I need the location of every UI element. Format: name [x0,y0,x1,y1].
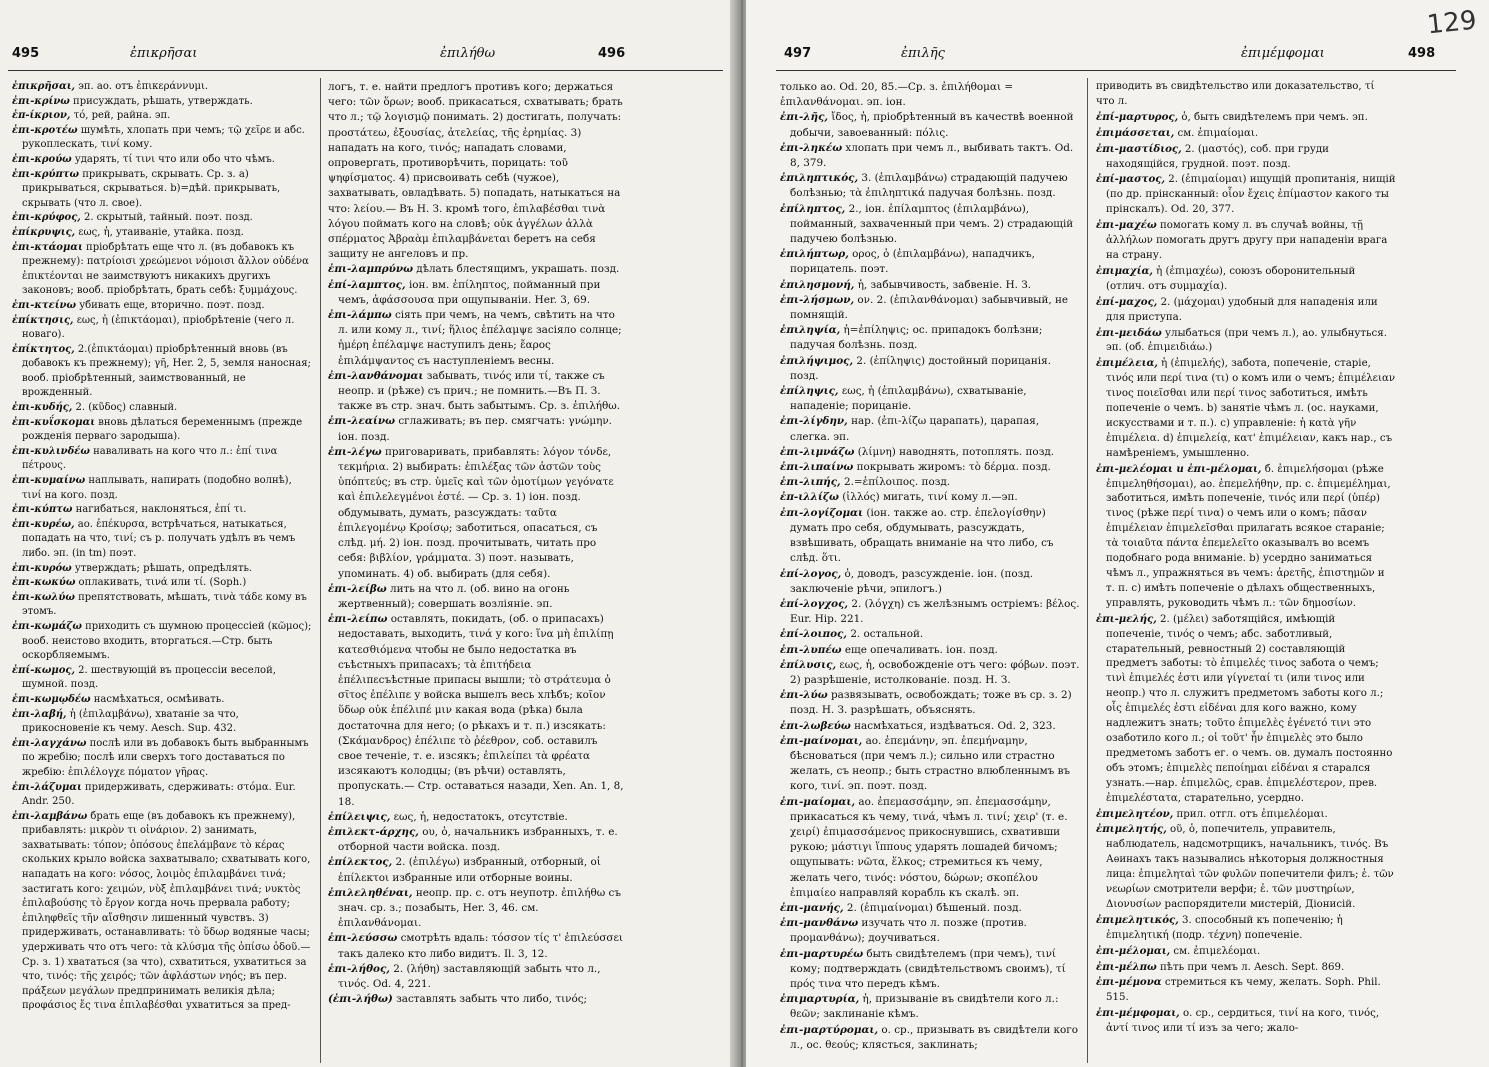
dictionary-entry [780,141,1080,171]
column-rule [320,78,321,1063]
entry-headword: ἐπί-κωμος, [12,664,75,676]
dictionary-entry [780,916,1080,946]
entry-definition: нар. (ἐπι-λίζω царапать), царапая, слегка. эп. [790,415,1040,443]
dictionary-entry [12,562,314,577]
entry-definition: (ἰλλός) мигать, τινί кому л.—эп. [842,491,1018,504]
dictionary-entry [780,506,1080,567]
dictionary-entry [780,643,1080,658]
dictionary-entry [780,658,1080,688]
entry-definition: прикрывать, скрывать. Ср. з. а) прикрываться, скрываться. b)=дѣй. прикрывать, скрывать (что л. свое). [22,168,281,209]
entry-headword: ἐπι-κρύπτω [12,168,80,180]
entry-definition: приводить въ свидѣтельство или доказательство, τί что л. [1096,81,1375,107]
dictionary-entry [328,262,624,277]
entry-definition: εως, ἡ (ἐπικτάομαι), пріобрѣтеніе (чего л. новаго). [22,314,295,341]
dictionary-entry [328,810,624,825]
dictionary-entry [780,354,1080,384]
entry-definition: логъ, т. е. найти предлогъ противъ кого; держаться чего: τῶν ὅρων; вооб. прикасаться, схватывать; брать что л.; τῷ λογισμῷ понимать. 2) достигать, получать: προστάτεω, ἐξουσίας, ἀτελείας, τῆς ἐρημίας. 3) нападать на кого, τινός; нападать словами, опровергать, противорѣчить, порицать: τοῦ ψηφίσματος. 4) присвоивать себѣ (чужое), захватывать, овладѣвать. 5) попадать, натыкаться на что: λείου.— Въ Н. З. кромѣ того, ἐπιλαβέσθαι τινὰ λόγου поймать кого на словѣ; οὐκ ἀγγέλων ἀλλὰ σπέρματος Ἀβραὰμ ἐπιλαμβάνεται беретъ на себя защиту не ангеловъ и пр. [328,81,623,261]
dictionary-entry [12,109,314,124]
entry-headword: ἐπιλησμονή, [780,278,855,291]
dictionary-entry [12,576,314,591]
handwritten-page-mark: 129 [1425,5,1479,41]
dictionary-entry [328,931,624,961]
dictionary-entry [12,620,314,664]
entry-headword: ἐπι-λάμπω [328,309,392,322]
entry-definition: б. ἐπιμελήσομαι (рѣже ἐπιμεληθήσομαι), ао. ἐπεμελήθην, пр. с. ἐπιμεμέλημαι, заботиться, имѣть попеченіе, τινός или περί (ὑπέρ) τινος (рѣже περί τινα) о чемъ или о комъ; πᾶσαν ἐπιμέλειαν ἐπιμελεῖσθαι прилагать всякое стараніе; τὰ τοιαῦτα πάντα ἐπεμελεῖτο оказывалъ во всемъ подобнаго рода вниманіе. b) усердно заниматься чѣмъ л., упражняться въ чемъ: ἀρετῆς, ἐπιστημῶν и т. п. c) имѣть попеченіе о дѣлахъ общественныхъ, управлять, руководить чѣмъ л.: τῶν δημοσίων. [1106,463,1391,609]
dictionary-entry [12,211,314,226]
entry-headword: ἐπι-κυλινδέω [12,445,90,457]
entry-definition: наплывать, напирать (подобно волнѣ), τινί на кого. позд. [22,475,292,501]
entry-headword: ἐπί-μαστος, [1096,173,1166,186]
dictionary-entry [1096,960,1396,976]
entry-headword: ἐπί-λογος, [780,567,842,580]
dictionary-entry [12,80,314,95]
dictionary-entry [328,278,624,308]
dictionary-entry [780,110,1080,140]
entry-definition: покрывать жиромъ: τὸ δέρμα. позд. [856,461,1051,474]
entry-definition: о. ср., призывать въ свидѣтели кого л., ос. θεούς; клясться, заклинать; [790,1023,1079,1051]
entry-definition: 2. (ἐπίληψις) достойный порицанія. позд. [790,354,1051,382]
dictionary-entry [12,299,314,314]
entry-definition: ὁ, доводъ, разсужденіе. іон. (позд. заключеніе рѣчи, эпилогъ.) [790,567,1034,595]
entry-headword: ἐπίληπτος, [780,202,846,215]
dictionary-entry [780,247,1080,277]
dictionary-entry [328,414,624,444]
entry-definition: прил. отгл. отъ ἐπιμελέομαι. [1176,808,1328,820]
dictionary-entry [1096,142,1396,173]
dictionary-entry [12,241,314,299]
entry-headword: ἐπι-μαχέω [1096,219,1157,232]
dictionary-entry [1096,975,1396,1006]
entry-definition: см. ἐπιμελέομαι. [1173,945,1261,957]
dictionary-entry [1096,80,1396,110]
entry-definition: насмѣхаться, издѣваться. Od. 2, 323. [854,719,1056,732]
dictionary-entry [12,474,314,503]
entry-headword: ἐπιμαρτυρία, [780,993,860,1006]
dictionary-entry [780,901,1080,916]
page-number-496: 496 [598,46,626,61]
entry-definition: ον. 2. (ἐπιλανθάνομαι) забывчивый, не помнящій. [790,293,1069,322]
entry-definition: 2. (μάχομαι) удобный для нападенія или для приступа. [1106,296,1378,323]
entry-definition: придерживать, сдерживать: στόμα. Eur. Andr. 250. [22,781,296,808]
dictionary-entry [780,992,1080,1022]
dictionary-entry [12,591,314,620]
dictionary-entry [780,947,1080,993]
entry-definition: ἡ, призываніе въ свидѣтели кого л.: θεῶν; заклинаніе кѣмъ. [790,993,1059,1021]
dictionary-entry [12,737,314,781]
entry-definition: εως, ἡ, утаиваніе, утайка. позд. [78,226,244,238]
dictionary-entry [780,278,1080,293]
dictionary-entry [1096,807,1396,823]
header-rule [8,70,723,71]
entry-headword: ἐπι-μελέομαι и ἐπι-μέλομαι, [1096,462,1262,475]
entry-definition: 2. шествующій въ процессіи веселой, шумной. позд. [22,664,276,691]
entry-headword: ἐπι-κτείνω [12,299,76,311]
entry-definition: приговаривать, прибавлять: λόγον τόνδε, τεκμήρια. 2) выбирать: ἐπιλέξας τῶν ἀστῶν τοὺς ὑπόπτεύς; въ стр. ὑμεῖς καὶ τῶν ὁμοτίμων γεγόνατε καὶ ἐπιλελεγμένοι ἐστέ. — Ср. з. 1) іон. позд. обдумывать, думать, разсуждать: ταῦτα ἐπιλεγομένῳ Κροίσῳ; заботиться, опасаться, съ слѣд. μή. 2) іон. позд. прочитывать, читать про себя: βιβλίον, γράμματα. 3) поэт. называть, упоминать. 4) об. выбирать (для себя). [338,445,614,580]
entry-definition: послѣ или въ добавокъ быть выбраннымъ по жребію; послѣ или сверхъ того доставаться по жребію: ἐπιλέλογχε πόματον γῆρας. [22,737,309,778]
entry-definition: 2. (ἐπιμαίνομαι) бѣшеный. позд. [846,901,1022,914]
entry-headword: ἐπιμαχία, [1096,264,1153,277]
entry-definition: ао. ἐπεμάνην, эп. ἐπεμήναμην, бѣсноваться (при чемъ л.); сильно или страстно желать, съ неопр.; быть страстно влюбленнымъ въ кого, τινί. эп. поэт. позд. [790,734,1071,793]
entry-headword: ἐπι-μειδάω [1096,326,1162,339]
entry-headword: ἐπί-μαρτυρος, [1096,110,1179,123]
entry-definition: 3. (ἐπιλαμβάνω) страдающій падучею болѣзнью; τὰ ἐπιληπτικά падучая болѣзнь. позд. [790,172,1068,200]
entry-headword: ἐπικρῆσαι, [12,81,76,92]
entry-headword: ἐπιμελητέον, [1096,807,1174,820]
dictionary-entry [12,168,314,212]
entry-headword: ἐπι-μέμφομαι, [1096,1007,1180,1020]
entry-definition: шумѣть, хлопать при чемъ; τῷ χεῖρε и абс. рукоплескать, τινί кому. [22,124,305,151]
dictionary-entry [780,719,1080,734]
header-rule [776,70,1456,71]
dictionary-entry [328,612,624,810]
entry-definition: нагибаться, наклоняться, ἐπί τι. [75,504,247,516]
entry-definition: еще опечаливать. іон. позд. [844,643,998,656]
entry-definition: 2. остальной. [850,628,924,641]
entry-headword: ἐπιλήψιμος, [780,354,854,367]
dictionary-entry [12,664,314,693]
entry-headword: ἐπι-μαρτυρέω [780,947,864,960]
dictionary-entry [1096,612,1396,807]
entry-headword: ἐπι-λεύσσω [328,932,398,945]
entry-headword: ἐπιλεκτ-άρχης, [328,825,419,838]
dictionary-entry [1096,110,1396,126]
entry-definition: о. ср., сердиться, τινί на кого, τινός, ἀντί τινος или τί изъ за чего; жало- [1106,1008,1380,1035]
entry-headword: ἐπι-λάζυμαι [12,781,82,793]
entry-headword: ἐπι-λείβω [328,582,387,595]
dictionary-entry [780,460,1080,475]
dictionary-entry [1096,462,1396,612]
entry-headword: ἐπι-κυδής, [12,402,73,414]
dictionary-entry [12,314,314,343]
running-head-right: ἐπιλήθω [440,46,496,61]
entry-headword: ἐπι-λογίζομαι [780,506,864,519]
entry-definition: ударять, τί τινι что или обо что чѣмъ. [74,153,275,165]
entry-headword: ἐπι-λήσμων, [780,293,855,306]
entry-headword: ἐπι-λανθάνομαι [328,369,424,382]
entry-headword: ἐπι-λεαίνω [328,415,395,428]
entry-definition: (λίμνη) наводнять, потоплять. позд. [857,445,1055,458]
dictionary-entry [1096,822,1396,912]
entry-headword: ἐπι-ληκέω [780,141,843,154]
dictionary-entry [780,1023,1080,1053]
entry-headword: (ἐπι-λήθω) [328,993,393,1006]
entry-headword: ἐπίκτησις, [12,314,74,326]
entry-headword: ἐπι-λείπω [328,613,388,626]
dictionary-entry [1096,944,1396,960]
entry-definition: 2. (λήθη) заставляющій забыть что л., τινός. Od. 4, 221. [338,962,601,990]
dictionary-entry [780,597,1080,627]
entry-headword: ἐπι-λαβή, [12,708,67,720]
dictionary-entry [1096,218,1396,264]
entry-headword: ἐπι-κυμαίνω [12,475,86,487]
entry-definition: ао. ἐπέκυρσα, встрѣчаться, натыкаться, попадать на что, τινί; съ р. получать удѣлъ въ чемъ либо. эп. (in tm) поэт. [22,518,296,559]
entry-definition: наваливать на кого что л.: ἐπί τινα πέτρους. [22,445,278,472]
dictionary-entry [328,855,624,885]
entry-definition: ἡ=ἐπίληψις; ос. припадокъ болѣзни; падучая болѣзнь. позд. [790,324,1043,352]
entry-headword: ἐπι-μανής, [780,901,844,914]
dictionary-entry [1096,326,1396,357]
entry-headword: ἐπι-κωμῳδέω [12,693,91,705]
dictionary-entry [780,688,1080,718]
entry-headword: ἐπίλυσις, [780,658,837,671]
entry-definition: брать еще (въ добавокъ къ прежнему), прибавлять: μικρὸν τι οἰνάριον. 2) занимать, захватывать: τόπον; ὁπόσους ἐπελάμβανε τὸ κέρας скольких крыло войска захватывало; схватывать кого, нападать на кого: νόσος, λοιμὸς ἐπιλαμβάνει τινά; застигать кого: χειμών, νὺξ ἐπιλαμβάνει τινά; νυκτὸς ἐπιλαβούσης τὸ ἔργον когда ночь прервала работу; ἐπιληφθεῖς τῆν αἴσθησιν лишенный чувствъ. 3) придерживать, останавливать: τὸ ὕδωρ водяные часы; удерживать что отъ чего: τὰ κλύσμα τῆς ὀπίσω ὁδοῦ.—Ср. з. 1) хвататься (за что), схватиться, ухватиться за что, τινός: τῆς χειρός; τῶν ἀφλάστων νηός; въ пер. πράξεων μεγάλων предпринимать великія дѣла; προφάσιος ἔς τινα ἐπιλαβέσθαι ухватиться за пред- [22,810,311,1012]
dictionary-entry [12,343,314,401]
dictionary-entry [12,401,314,416]
entry-headword: ἐπι-μαίομαι, [780,795,856,808]
dictionary-entry [1096,172,1396,218]
entry-headword: ἐπι-λέγω [328,445,382,458]
entry-definition: оплакивать, τινά или τί. (Soph.) [78,577,247,589]
dictionary-entry [1096,1006,1396,1037]
dictionary-entry [1096,356,1396,461]
entry-headword: ἐπι-λίγδην, [780,415,848,428]
dictionary-entry [780,171,1080,201]
dictionary-entry [1096,126,1396,142]
dictionary-entry [12,416,314,445]
entry-definition: іон. вм. ἐπίληπτος, пойманный при чемъ, ἀφάσσουσα при ощупываніи. Her. 3, 69. [338,278,601,306]
entry-definition: сглаживать; въ пер. смягчать: γνώμην. іон. позд. [338,415,612,443]
dictionary-entry [328,369,624,415]
entry-definition: 2. (λόγχη) съ желѣзнымъ остріемъ: βέλος. Eur. Hip. 221. [790,597,1080,626]
entry-headword: ἐπι-μανθάνω [780,917,859,930]
dictionary-entry [780,475,1080,490]
right-page-column-1 [780,80,1080,1053]
entry-headword: ἐπι-μαρτύρομαι, [780,1023,879,1036]
entry-headword: ἐπι-κρύφος, [12,212,81,224]
entry-definition: ἴδος, ἡ, пріобрѣтенный въ качествѣ военной добычи, завоеванный: πόλις. [790,111,1074,139]
entry-definition: 2.=ἐπίλοιπος. позд. [844,476,951,489]
entry-headword: ἐπι-κύπτω [12,504,73,516]
entry-definition: забывать, τινός или τί, также съ неопр. и (рѣже) съ прич.; не помнить.—Въ П. З. также въ стр. знач. быть забытымъ. Ср. з. ἐπιλήθω. [338,369,621,413]
entry-headword: ἐπίκτητος, [12,343,75,355]
entry-definition: 2. (μαστός), соб. при груди находящійся, грудной. поэт. позд. [1106,143,1329,170]
entry-headword: ἐπι-κυΐσκομαι [12,416,96,428]
entry-headword: ἐπ-ιλλίζω [780,491,839,504]
entry-definition: см. ἐπιμαίομαι. [1177,127,1259,139]
entry-definition: 3. способный къ попеченію; ἡ ἐπιμελητική (подр. τέχνη) попеченіе. [1106,914,1343,941]
dictionary-entry [780,734,1080,795]
dictionary-entry [780,202,1080,248]
entry-definition: εως, ἡ, недостатокъ, отсутствіе. [393,810,568,823]
entry-headword: ἐπιμελητής, [1096,823,1167,836]
entry-headword: ἐπι-κροτέω [12,124,78,136]
entry-headword: ἐπιληπτικός, [780,172,859,185]
dictionary-entry [1096,295,1396,326]
entry-definition: (іон. также ао. стр. ἐπελογίσθην) думать про себя, обдумывать, разсуждать, взвѣшивать, обращать вниманіе на что либо, съ слѣд. ὅτι. [790,506,1054,565]
page-number-495: 495 [12,46,40,61]
entry-headword: ἐπίκρυψις, [12,226,76,238]
entry-definition: утверждать; рѣшать, опредѣлять. [74,562,253,574]
dictionary-entry [12,693,314,708]
running-head-right: ἐπιμέμφομαι [1241,46,1325,61]
entry-definition: 2. (ἐπιλέγω) избранный, отборный, οἱ ἐπίλεκτοι избранные или отборные воины. [338,856,601,884]
dictionary-entry [780,627,1080,642]
entry-headword: ἐπι-κυρόω [12,562,72,574]
entry-headword: ἐπιμελητικός, [1096,913,1179,926]
entry-definition: 2. (μέλει) заботящійся, имѣющій попеченіе, τινός о чемъ; абс. заботливый, старательный, ревностный 2) составляющій предметъ заботы: τὸ ἐπιμελές τινος забота о чемъ; τινὶ ἐπιμελές ἐστι или γίγνεταί τι (или τινος или неопр.) что л. служитъ предметомъ заботы кого л.; οἷς ἐπιμελές ἐστι εἰδέναι для кого важно, кому надлежитъ знать; τοῦτο ἐπιμελὲς ἐγένετό τινι это озаботило кого л.; οἱ τοῦτ' ἦν ἐπιμελὲς это было предметомъ заботъ ег. о чемъ. ов. думалъ постоянно объ этомъ; ἐπιμελὲς πεποίημαι εἰδέναι я старался узнать.—нар. ἐπιμελῶς, срав. ἐπιμελέστερον, прев. ἐπιμελέστατα, старательно, усердно. [1106,613,1393,804]
entry-definition: только ао. Od. 20, 85.—Ср. з. ἐπιλήθομαι = ἐπιλανθάνομαι. эп. іон. [780,81,1014,109]
dictionary-entry [780,490,1080,505]
entry-definition: ου, ὁ, начальникъ избранныхъ, т. е. отборной части войска. позд. [338,825,618,854]
dictionary-entry [12,226,314,241]
entry-headword: ἐπι-λήθος, [328,962,390,975]
dictionary-entry [780,293,1080,323]
entry-definition: пріобрѣтать еще что л. (въ добавокъ къ прежнему): πατρίοισι χρεώμενοι νόμοισι ἄλλον οὐδένα ἐπικτέονται не заимствуютъ никакихъ другихъ законовъ; вооб. пріобрѣтать, брать себѣ: ξυμμάχους. [22,241,309,297]
entry-definition: ὁ, быть свидѣтелемъ при чемъ. эп. [1181,111,1368,123]
dictionary-entry [780,323,1080,353]
entry-headword: ἐπί-λαμπτος, [328,278,406,291]
entry-definition: помогать кому л. въ случаѣ войны, τῇ ἀλλήλων помогать другъ другу при нападеніи врага на страну. [1106,220,1388,261]
entry-definition: эп. ао. отъ ἐπικεράννυμι. [78,81,209,92]
entry-headword: ἐπι-μέλομαι, [1096,944,1171,957]
entry-definition: τό, рей, райна. эп. [73,110,171,122]
running-head-left: ἐπιλῆς [901,46,945,61]
entry-headword: ἐπιλήπτωρ, [780,248,849,261]
entry-definition: развязывать, освобождать; тоже въ ср. з. 2) позд. Н. З. разрѣшать, объяснять. [790,689,1072,717]
entry-headword: ἐπι-κρίνω [12,95,70,107]
entry-definition: смотрѣть вдаль: τόσσον τίς τ' ἐπιλεύσσει такъ далеко кто либо видитъ. Il. 3, 12. [338,932,623,960]
entry-definition: 2. (κῦδος) славный. [75,402,178,414]
entry-headword: ἐπι-λιπαίνω [780,461,854,474]
entry-headword: ἐπιλεληθέναι, [328,886,413,899]
entry-headword: ἐπι-λιμνάζω [780,445,855,458]
dictionary-entry [12,124,314,153]
entry-definition: лить на что л. (об. вино на огонь жертвенный); совершать возліяніе. эп. [338,582,570,610]
dictionary-entry [780,80,1080,110]
entry-headword: ἐπί-μαχος, [1096,295,1158,308]
entry-definition: улыбаться (при чемъ л.), ао. улыбнуться. эп. (об. ἐπιμειδιάω.) [1106,327,1387,354]
entry-definition: быть свидѣтелемъ (при чемъ), τινί кому; подтверждать (свидѣтельствомъ своимъ), τί πρός τινα что передъ кѣмъ. [790,947,1066,990]
dictionary-entry [328,886,624,932]
entry-headword: ἐπιμάσσεται, [1096,126,1175,139]
entry-headword: ἐπι-λαμβάνω [12,810,88,822]
dictionary-entry [12,503,314,518]
entry-headword: ἐπί-λογχος, [780,597,849,610]
dictionary-entry [328,825,624,855]
page-number-498: 498 [1408,46,1436,61]
entry-definition: ἡ (ἐπιμαχέω), союзъ оборонительный (отлич. отъ συμμαχία). [1106,265,1356,292]
dictionary-entry [780,384,1080,414]
dictionary-entry [780,445,1080,460]
dictionary-entry [12,153,314,168]
entry-definition: 2.(ἐπικτάομαι) пріобрѣтенный вновь (въ добавокъ къ прежнему); γῆ, Her. 2, 5, земля наносная; вооб. пріобрѣтенный, заимствованный, не врожденный. [22,343,311,399]
dictionary-entry [1096,913,1396,944]
running-head-left: ἐπικρῆσαι [130,46,198,61]
page-number-497: 497 [784,46,812,61]
dictionary-entry [328,962,624,992]
entry-headword: ἐπι-κωλύω [12,591,75,603]
entry-definition: εως, ἡ (ἐπιλαμβάνω), схватываніе, нападеніе; порицаніе. [790,385,1027,413]
entry-definition: ао. ἐπεμασσάμην, эп. ἐπεμασσάμην, прикасаться къ чему, τινά, чѣмъ л. τινί; χειρ' (т. е. χειρί) ἐπιμασσάμενος прикоснувшись, схвативши рукою; μάστιγι ἵππους ударять лошадей бичомъ; ощупывать: νῶτα, ἕλκος; стремиться къ чему, желать чего, τινός: νόστου, δώρων; σκοπέλου ἐπιμαίεο направляй корабль къ скалѣ. эп. [790,795,1068,899]
column-rule [1087,78,1088,1063]
entry-headword: ἐπιληψία, [780,324,841,337]
entry-headword: ἐπι-μαστίδιος, [1096,142,1182,155]
dictionary-entry [12,781,314,810]
entry-headword: ἐπι-λαγχάνω [12,737,87,749]
entry-headword: ἐπι-λαμπρύνω [328,263,413,276]
entry-headword: ἐπι-μαίνομαι, [780,734,863,747]
entry-headword: ἐπι-λωβεύω [780,719,851,732]
entry-headword: ἐπι-κυρέω, [12,518,75,530]
entry-headword: ἐπι-κρούω [12,153,72,165]
entry-headword: ἐπίλειψις, [328,810,391,823]
entry-definition: пѣть при чемъ л. Aesch. Sept. 869. [1160,961,1345,973]
entry-definition: присуждать, рѣшать, утверждать. [73,95,253,107]
entry-headword: ἐπί-λοιπος, [780,628,847,641]
entry-headword: ἐπ-ίκριον, [12,110,71,122]
entry-headword: ἐπι-κωμάζω [12,620,82,632]
entry-definition: стремиться къ чему, желать. Soph. Phil. 515. [1106,977,1381,1004]
entry-definition: εως, ἡ, освобожденіе отъ чего: φόβων. поэт. 2) разрѣшеніе, истолкованіе. позд. Н. З. [790,658,1080,686]
dictionary-entry [328,308,624,369]
entry-definition: хлопать при чемъ л., выбивать тактъ. Od. 8, 379. [790,141,1074,170]
dictionary-entry [12,708,314,737]
entry-headword: ἐπι-λύω [780,689,828,702]
entry-headword: ἐπι-λιπής, [780,476,841,489]
entry-definition: ἡ, забывчивость, забвеніе. Н. З. [857,278,1032,291]
dictionary-entry [12,810,314,1014]
dictionary-entry [328,80,624,262]
entry-headword: ἐπίλεκτος, [328,856,393,869]
entry-definition: насмѣхаться, осмѣивать. [93,693,225,705]
dictionary-entry [780,414,1080,444]
entry-definition: дѣлать блестящимъ, украшать. позд. [416,263,620,276]
entry-definition: убивать еще, вторично. поэт. позд. [79,299,265,311]
dictionary-entry [328,582,624,612]
dictionary-entry [12,518,314,562]
entry-definition: ορος, ὁ (ἐπιλαμβάνω), нападчикъ, порицатель. поэт. [790,248,1035,276]
left-page [0,0,738,1067]
entry-definition: сіять при чемъ, на чемъ, свѣтить на что л. или кому л., τινί; ἥλιος ἐπέλαμψε засіяло солнце; ἡμέρη ἐπέλαμψε наступилъ день; ἔαρος ἐπιλάμψαντος съ наступленіемъ весны. [338,309,622,367]
dictionary-entry [328,445,624,582]
entry-definition: оставлять, покидать, (об. о припасахъ) недоставать, выходить, τινά у кого: ἵνα μὴ ἐπιλίπῃ κατεσθιόμενα чтобы не было недостатка въ съѣстныхъ припасахъ; τὰ ἐπιτήδεια ἐπέλιπεсъѣстные припасы вышли; τὸ στράτευμα ὁ σῖτος ἐπέλιπε у войска вышелъ весь хлѣбъ; κοῖον ὕδωρ οὐκ ἐπέλιπέ μιν какая вода (рѣка) была достаточна для него; (о рѣкахъ и т. п.) изсякать: (Σκάμανδρος) ἐπέλιπε τὸ ῥέεθρον, соб. оставилъ свое теченіе, т. е. изсякъ; ἐπιλείπει τὰ φρέατα изсякаютъ колодцы; (въ рѣчи) оставлять, пропускать.— Стр. оставаться назади, Xen. An. 1, 8, 18. [338,613,624,808]
right-page [746,0,1489,1067]
entry-definition: вновь дѣлаться беременнымъ (прежде рожденія перваго зародыша). [22,416,303,443]
entry-definition: изучать что л. позже (против. προμανθάνω); доучиваться. [790,917,1027,945]
entry-definition: οῦ, ὁ, попечитель, управитель, наблюдатель, надсмотрщикъ, начальникъ, τινός. Въ Аѳинахъ такъ назывались нѣкоторыя должностныя лица: ἐπιμεληταὶ τῶν φυλῶν попечители филъ; ἐ. τῶν νεωρίων смотрители верфи; ἐ. τῶν μυστηρίων, Διονυσίων распорядители мистерій, Діонисій. [1106,824,1394,910]
entry-headword: ἐπι-κωκύω [12,577,76,589]
entry-headword: ἐπι-μελής, [1096,612,1157,625]
entry-definition: ἡ (ἐπιμελής), забота, попеченіе, старіе, τινός или περί τινα (τι) о комъ или о чемъ; ἐπιμέλειαν τινος ποιεῖσθαι или περί τινος заботиться, имѣть попеченіе о чемъ. b) занятіе чѣмъ л. (ос. науками, искусствами и т. п.). с) управленіе: ἡ κατὰ γῆν ἐπιμέλεια. d) ἐπιμελείᾳ, κατ' ἐπιμέλειαν, какъ нар., съ намѣреніемъ, умышленно. [1106,358,1396,459]
right-page-column-2 [1096,80,1396,1037]
entry-headword: ἐπιμέλεια, [1096,357,1158,370]
dictionary-entry [328,992,624,1007]
dictionary-entry [780,795,1080,901]
entry-headword: ἐπι-λυπέω [780,643,842,656]
entry-definition: 2. (ἐπιμαίομαι) ищущій пропитанія, нищій (по др. прінсканный: οἷον ἔχεις ἐπίμαστον какого ты прінскалъ). Od. 20, 377. [1106,174,1396,216]
entry-headword: ἐπι-μέμονα [1096,976,1162,989]
left-page-column-2 [328,80,624,1007]
entry-definition: 2. скрытый, тайный. поэт. позд. [83,212,253,224]
entry-headword: ἐπι-κτάομαι [12,241,83,253]
left-page-column-1 [12,80,314,1014]
entry-definition: приходить съ шумною процессіей (κῶμος); вооб. неистово входить, вторгаться.—Стр. быть оскорбляемымъ. [22,620,312,662]
dictionary-entry [1096,264,1396,295]
entry-headword: ἐπι-μέλπω [1096,960,1157,973]
entry-definition: ἡ (ἐπιλαμβάνω), хватаніе за что, прикосновеніе къ чему. Aesch. Sup. 432. [22,708,239,735]
entry-definition: заставлять забыть что либо, τινός; [396,993,588,1006]
dictionary-entry [12,445,314,474]
entry-definition: 2., іон. ἐπίλαμπτος (ἐπιλαμβάνω), пойманный, захваченный при чемъ. 2) страдающій падучею болѣзнью. [790,202,1074,246]
entry-headword: ἐπι-λῆς, [780,111,829,124]
entry-headword: ἐπίληψις, [780,385,839,398]
dictionary-entry [780,567,1080,597]
entry-definition: неопр. пр. с. отъ неупотр. ἐπιλήθω съ знач. ср. з.; позабыть, Her. 3, 46. см. ἐπιλανθάνομαι. [338,886,621,930]
dictionary-entry [12,95,314,110]
entry-definition: препятствовать, мѣшать, τινὰ τάδε кому въ этомъ. [22,591,307,618]
